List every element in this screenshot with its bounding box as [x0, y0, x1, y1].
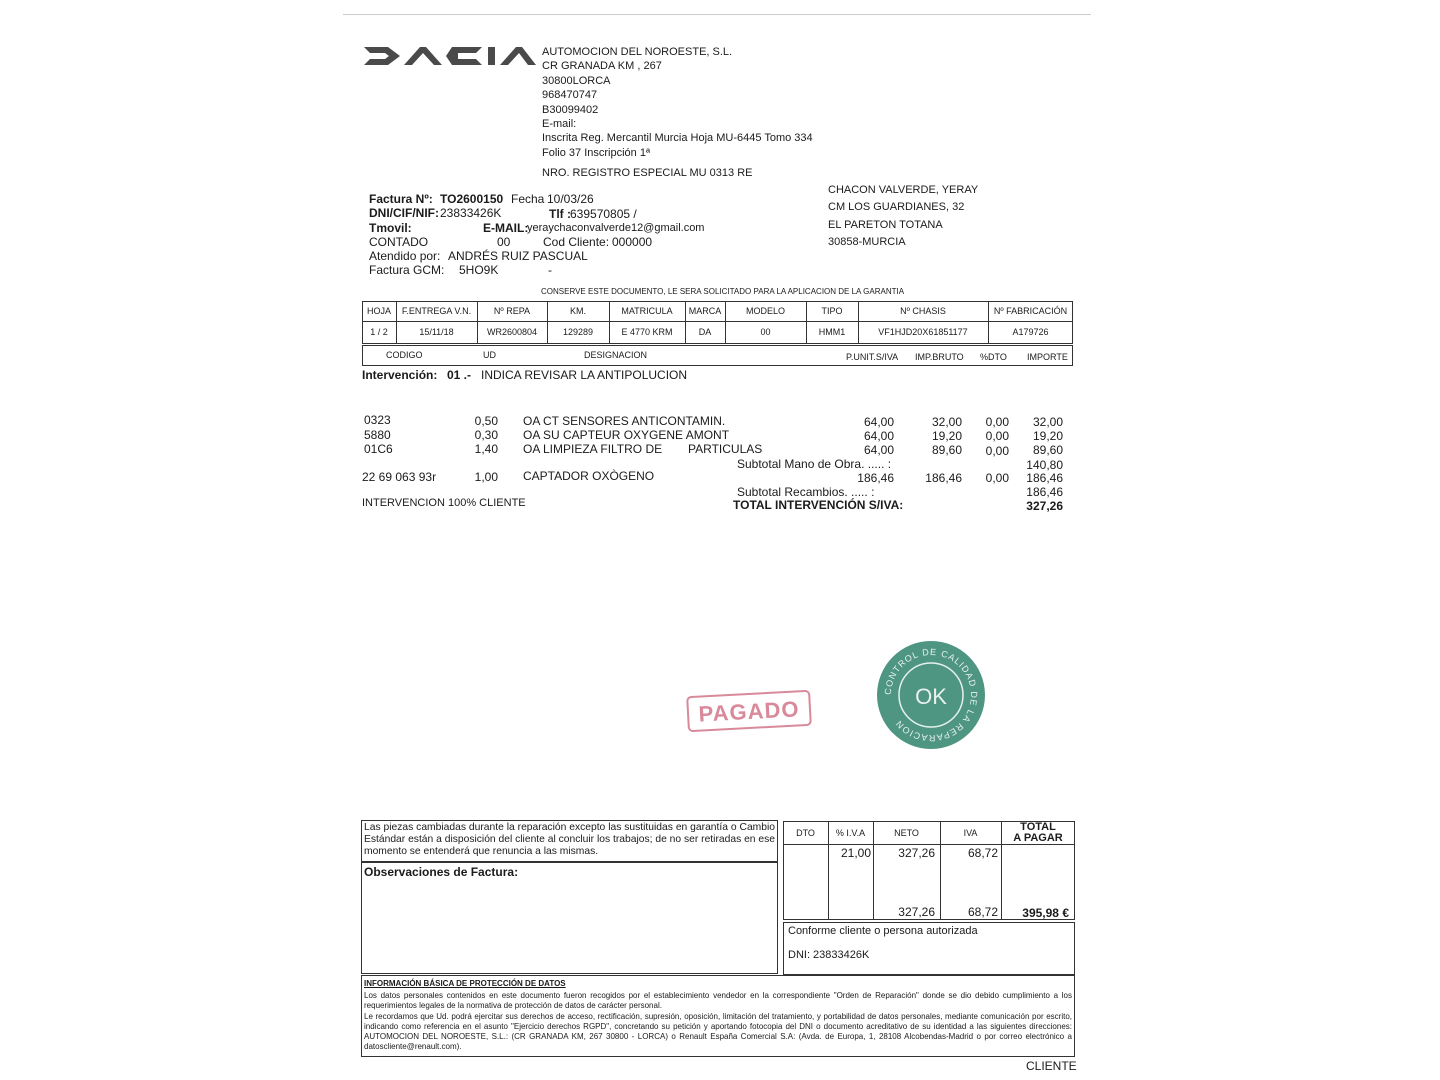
atendido-value: ANDRÉS RUIZ PASCUAL: [448, 249, 588, 263]
customer-line: CM LOS GUARDIANES, 32: [828, 201, 965, 214]
vehicle-header: Nº FABRICACIÓN: [993, 306, 1068, 316]
total-intervencion-value: 327,26: [1026, 499, 1063, 513]
item-punit: 64,00: [863, 415, 894, 429]
tlf-value: 639570805 /: [570, 207, 637, 221]
vehicle-value: 00: [760, 327, 771, 337]
email-label: E-MAIL:: [483, 221, 529, 235]
pagado-stamp: [686, 690, 812, 732]
contado-number: 00: [497, 235, 511, 249]
subtotal-mano-obra-label: Subtotal Mano de Obra. ..... :: [737, 457, 892, 471]
vehicle-value: HMM1: [818, 327, 846, 337]
email-value: yeraychaconvalverde12@gmail.com: [527, 222, 705, 234]
vehicle-value: VF1HJD20X61851177: [878, 327, 968, 337]
vehicle-header: F.ENTREGA V.N.: [401, 306, 472, 316]
part-desc: CAPTADOR OXÒGENO: [523, 469, 655, 483]
conforme-dni: DNI: 23833426K: [788, 949, 870, 961]
iva-percentage: 21,00: [840, 846, 871, 860]
vehicle-header: HOJA: [366, 306, 391, 316]
totals-header-a-pagar: A PAGAR: [1013, 832, 1063, 844]
company-line: Folio 37 Inscripción 1ª: [542, 146, 651, 159]
vehicle-header: Nº REPA: [493, 306, 531, 316]
vehicle-value: DA: [698, 327, 712, 337]
company-line: E-mail:: [542, 118, 577, 131]
item-punit: 64,00: [863, 443, 894, 457]
col-dto: %DTO: [980, 352, 1007, 362]
observaciones-label: Observaciones de Factura:: [364, 865, 519, 879]
gcm-value: 5HO9K: [459, 263, 499, 277]
col-ud: UD: [483, 350, 496, 360]
totals-header-dto: DTO: [796, 828, 815, 838]
privacy-paragraph: Los datos personales contenidos en este documento fueron recogidos por el establecimiento vendedor en la correspondiente "Orden de Reparación" donde se dio debido cumplimiento a los requerimientos legales de la normativa de protección de datos de carácter personal.: [364, 991, 1072, 1010]
dacia-logo: [364, 42, 536, 75]
iva-total: 68,72: [967, 905, 998, 919]
neto-value: 327,26: [898, 846, 935, 860]
tlf-label: Tlf :: [549, 207, 571, 221]
part-code: 22 69 063 93r: [362, 470, 437, 484]
part-bruto: 186,46: [925, 471, 962, 485]
factura-label: Factura Nº:: [369, 192, 433, 206]
company-line: 968470747: [542, 89, 598, 102]
col-codigo: CODIGO: [386, 350, 423, 360]
col-punit: P.UNIT.S/IVA: [846, 352, 899, 362]
copy-label: CLIENTE: [1026, 1059, 1077, 1073]
factura-number: TO2600150: [440, 192, 504, 206]
item-desc-continued: PARTICULAS: [688, 442, 763, 456]
vehicle-value: E 4770 KRM: [621, 327, 673, 337]
notice-text: Las piezas cambiadas durante la reparación excepto las sustituidas en garantía o Cambio Estándar están a disposición del cliente al concluir los trabajos; de no ser retiradas en ese momento se entenderá que renuncia a las mismas.: [364, 822, 775, 858]
company-line: 30800LORCA: [542, 74, 611, 87]
company-line: Inscrita Reg. Mercantil Murcia Hoja MU-6445 Tomo 334: [542, 132, 813, 145]
totals-header-iva-pct: % I.V.A: [835, 828, 866, 838]
privacy-paragraph: Le recordamos que Ud. podrá ejercitar sus derechos de acceso, rectificación, supresión, oposición, limitación del tratamiento, y portabilidad de datos personales, mediante comunicación por escrito, indicando como referencia en el asunto "Ejercicio derechos RGPD", concretando su petición y aportando fotocopia del DNI o documento acreditativo de su identidad a las siguientes direcciones: AUTOMOCION DEL NOROESTE, S.L.: (CR GRANADA KM, 267 30800 - LORCA) o Renault España Comercial S.A: (Avda. de Europa, 1, 28108 Alcobendas-Madrid o por correo electrónico a datoscliente@renault.com).: [364, 1012, 1072, 1051]
company-line: AUTOMOCION DEL NOROESTE, S.L.: [542, 46, 733, 58]
conforme-label: Conforme cliente o persona autorizada: [788, 925, 978, 937]
company-line: CR GRANADA KM , 267: [542, 60, 662, 73]
intervention-desc: INDICA REVISAR LA ANTIPOLUCION: [481, 368, 688, 382]
neto-total: 327,26: [898, 905, 935, 919]
intervention-number: 01 .-: [447, 368, 472, 382]
page-top-edge: [343, 14, 1091, 15]
item-dto: 0,00: [985, 444, 1009, 458]
part-importe: 186,46: [1026, 471, 1063, 485]
customer-line: EL PARETON TOTANA: [828, 218, 943, 231]
vehicle-value: 1 / 2: [370, 327, 388, 337]
item-ud: 0,30: [474, 428, 498, 442]
fecha-value: 10/03/26: [547, 192, 594, 206]
cod-cliente-value: 000000: [612, 235, 653, 249]
lines-header: [362, 345, 1073, 366]
subtotal-mano-obra-value: 140,80: [1026, 458, 1063, 472]
item-code: 01C6: [364, 442, 393, 456]
privacy-title: INFORMACIÓN BÁSICA DE PROTECCIÓN DE DATOS: [364, 979, 566, 988]
intervencion-cliente: INTERVENCION 100% CLIENTE: [362, 497, 526, 509]
item-code: 5880: [364, 428, 391, 442]
contado: CONTADO: [369, 235, 429, 249]
vehicle-value: 15/11/18: [419, 327, 454, 337]
vehicle-value: 129289: [562, 327, 594, 337]
totals-header-iva: IVA: [963, 828, 978, 838]
item-importe: 32,00: [1032, 415, 1063, 429]
tmovil-label: Tmovil:: [369, 221, 412, 235]
item-desc: OA CT SENSORES ANTICONTAMIN.: [523, 414, 726, 428]
vehicle-header: TIPO: [821, 306, 843, 316]
col-bruto: IMP.BRUTO: [915, 352, 964, 362]
seal-ok-text: OK: [915, 684, 947, 709]
dni-label: DNI/CIF/NIF:: [369, 206, 439, 220]
totals-header-divider: [783, 844, 1075, 845]
item-code: 0323: [364, 413, 391, 427]
dni-value: 23833426K: [440, 206, 502, 220]
item-importe: 89,60: [1032, 443, 1063, 457]
totals-header-total: TOTAL: [1020, 821, 1056, 833]
conserve-note: CONSERVE ESTE DOCUMENTO, LE SERA SOLICITADO PARA LA APLICACION DE LA GARANTIA: [541, 287, 905, 296]
intervention-label: Intervención:: [362, 368, 438, 382]
vehicle-header: KM.: [569, 306, 586, 316]
customer-line: 30858-MURCIA: [828, 235, 906, 248]
subtotal-recambios-label: Subtotal Recambios. ..... :: [737, 485, 875, 499]
item-bruto: 19,20: [931, 429, 962, 443]
cod-cliente-label: Cod Cliente:: [543, 235, 610, 249]
pagado-text: PAGADO: [697, 696, 801, 727]
part-dto: 0,00: [985, 471, 1009, 485]
vehicle-table-divider: [362, 321, 1073, 322]
item-dto: 0,00: [985, 415, 1009, 429]
total-a-pagar: 395,98 €: [1022, 906, 1069, 920]
item-desc: OA LIMPIEZA FILTRO DE: [523, 442, 663, 456]
item-bruto: 32,00: [931, 415, 962, 429]
fecha-label: Fecha: [511, 192, 545, 206]
vehicle-header: Nº CHASIS: [900, 306, 946, 316]
subtotal-recambios-value: 186,46: [1026, 485, 1063, 499]
customer-address: [828, 182, 978, 251]
item-importe: 19,20: [1032, 429, 1063, 443]
vehicle-header: MATRICULA: [621, 306, 673, 316]
registro-especial: NRO. REGISTRO ESPECIAL MU 0313 RE: [542, 167, 753, 179]
iva-value: 68,72: [967, 846, 998, 860]
vehicle-value: A179726: [1012, 327, 1049, 337]
customer-line: CHACON VALVERDE, YERAY: [828, 184, 979, 196]
part-punit: 186,46: [857, 471, 894, 485]
vehicle-header: MARCA: [688, 306, 722, 316]
col-importe: IMPORTE: [1027, 352, 1068, 362]
item-ud: 0,50: [474, 414, 498, 428]
totals-header-neto: NETO: [894, 828, 919, 838]
quality-seal: [876, 640, 986, 750]
company-info: [542, 45, 813, 160]
item-ud: 1,40: [474, 442, 498, 456]
item-dto: 0,00: [985, 429, 1009, 443]
gcm-label: Factura GCM:: [369, 263, 445, 277]
atendido-label: Atendido por:: [369, 249, 441, 263]
part-ud: 1,00: [474, 470, 498, 484]
company-line: B30099402: [542, 103, 599, 116]
col-designacion: DESIGNACION: [584, 350, 648, 360]
total-intervencion-label: TOTAL INTERVENCIÓN S/IVA:: [733, 498, 904, 512]
item-punit: 64,00: [863, 429, 894, 443]
item-bruto: 89,60: [931, 443, 962, 457]
vehicle-header: MODELO: [745, 306, 785, 316]
vehicle-value: WR2600804: [486, 327, 538, 337]
seal-ring-text: CONTROL DE CALIDAD DE LA REPARACION: [882, 646, 980, 744]
item-desc: OA SU CAPTEUR OXYGENE AMONT: [523, 428, 730, 442]
gcm-dash: -: [548, 263, 552, 277]
